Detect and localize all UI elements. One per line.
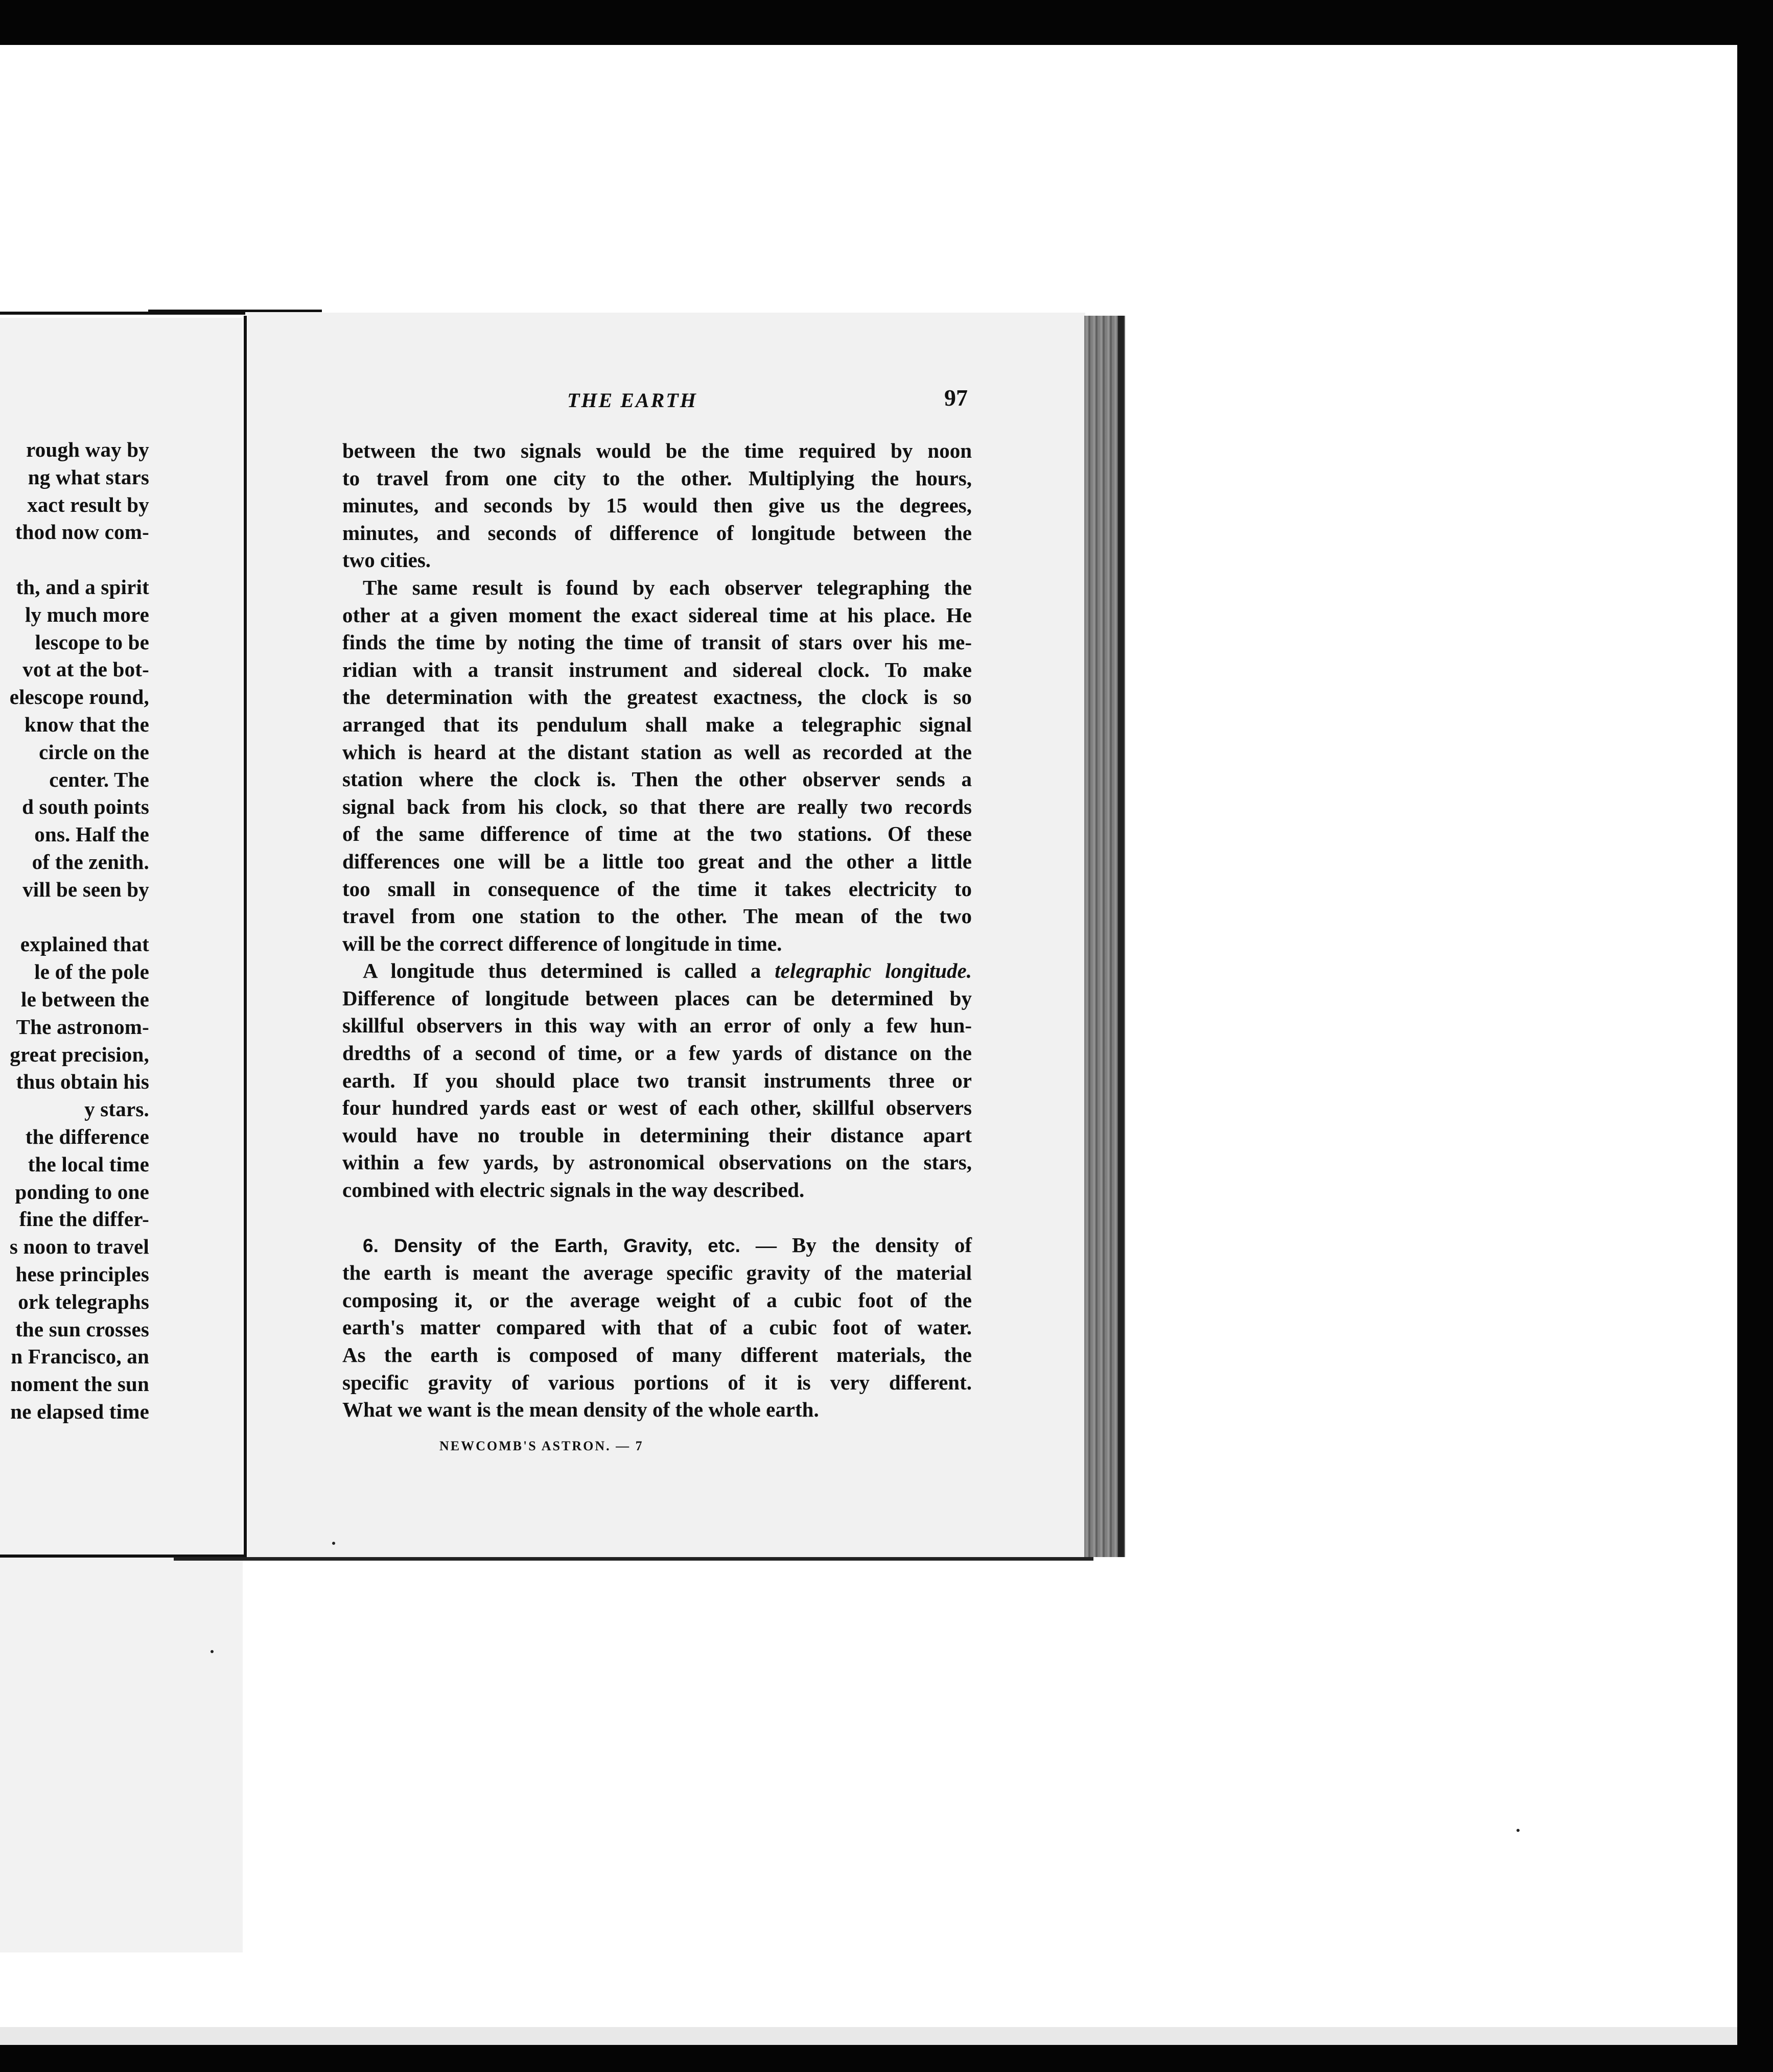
- paragraph-2: [342, 574, 972, 957]
- paragraph-1: [342, 437, 972, 574]
- text-line: the earth is meant the average specific gravity of the material: [342, 1261, 972, 1285]
- section-6: [342, 1232, 972, 1424]
- text-line: of the zenith.: [32, 850, 149, 874]
- text-line: lescope to be: [35, 630, 149, 654]
- scan-top-border: [0, 0, 1773, 45]
- text-line: arranged that its pendulum shall make a telegraphic signal: [342, 712, 972, 736]
- text-line: composing it, or the average weight of a cubic foot of the: [342, 1288, 972, 1312]
- text-line: know that the: [24, 712, 149, 736]
- book-gutter: [244, 316, 247, 1557]
- text-line: within a few yards, by astronomical observations on the stars,: [342, 1150, 972, 1174]
- text-line: th, and a spirit: [16, 575, 149, 599]
- text-line: ridian with a transit instrument and sidereal clock. To make: [342, 657, 972, 681]
- text-line: minutes, and seconds of difference of longitude between the: [342, 521, 972, 545]
- text-line: Difference of longitude between places can be determined by: [342, 986, 972, 1010]
- page-block-shadow: [1118, 316, 1124, 1557]
- text-line: explained that: [20, 932, 149, 956]
- text-line: specific gravity of various portions of it is very different.: [342, 1370, 972, 1394]
- text-line: As the earth is composed of many different materials, the: [342, 1343, 972, 1367]
- text-line: combined with electric signals in the way described.: [342, 1178, 805, 1202]
- text-line: the determination with the greatest exactness, the clock is so: [342, 685, 972, 709]
- signature-mark: NEWCOMB'S ASTRON. — 7: [439, 1439, 644, 1453]
- scan-bottom-border: [0, 2045, 1773, 2072]
- text-line: circle on the: [39, 740, 149, 764]
- left-page: [0, 318, 243, 1952]
- section-heading: 6. Density of the Earth, Gravity, etc.: [363, 1235, 740, 1256]
- text-line: vill be seen by: [22, 877, 149, 901]
- speck: [211, 1650, 214, 1653]
- text-line: ly much more: [25, 602, 149, 626]
- text-line: between the two signals would be the time required by noon: [342, 439, 972, 462]
- text-line: The astronom-: [16, 1015, 149, 1039]
- speck: [332, 1542, 335, 1545]
- book-bottom-edge: [174, 1557, 1093, 1561]
- text-line: the local time: [28, 1152, 149, 1176]
- text-line: earth. If you should place two transit instruments three or: [342, 1068, 972, 1092]
- text-line: earth's matter compared with that of a cubic foot of water.: [342, 1315, 972, 1339]
- text-line: too small in consequence of the time it takes electricity to: [342, 877, 972, 901]
- text-line: the difference: [25, 1124, 149, 1148]
- text-line: of the same difference of time at the two stations. Of these: [342, 822, 972, 846]
- text-line: ork telegraphs: [18, 1289, 149, 1313]
- text-line: [0, 904, 149, 931]
- text-line: le of the pole: [34, 960, 149, 984]
- paragraph-3: [342, 957, 972, 1204]
- text-line: 6. Density of the Earth, Gravity, etc. — By the density of: [363, 1233, 972, 1257]
- text-line: A longitude thus determined is called a telegraphic longitude.: [363, 959, 972, 983]
- text-line: elescope round,: [9, 685, 149, 709]
- text-line: finds the time by noting the time of transit of stars over his me-: [342, 630, 972, 654]
- left-page-text: [0, 436, 149, 1426]
- text-line: minutes, and seconds by 15 would then give us the degrees,: [342, 493, 972, 517]
- text-line: which is heard at the distant station as well as recorded at the: [342, 740, 972, 764]
- text-line: ne elapsed time: [10, 1399, 149, 1423]
- page-number: 97: [944, 385, 968, 411]
- italic-term: telegraphic longitude.: [775, 959, 972, 983]
- text-line: would have no trouble in determining their distance apart: [342, 1123, 972, 1147]
- text-line: differences one will be a little too great and the other a little: [342, 849, 972, 873]
- text-line: vot at the bot-: [22, 657, 149, 681]
- text-line: noment the sun: [10, 1372, 149, 1396]
- text-line: y stars.: [84, 1097, 149, 1121]
- text-line: rough way by: [26, 438, 149, 461]
- text-line: thus obtain his: [16, 1070, 149, 1094]
- text-line: the sun crosses: [15, 1317, 149, 1341]
- text-line: d south points: [22, 795, 149, 819]
- text-line: dredths of a second of time, or a few yards of distance on the: [342, 1041, 972, 1065]
- text-line: center. The: [49, 767, 149, 791]
- scan-right-border: [1737, 0, 1773, 2072]
- scan-bottom-band: [0, 2027, 1737, 2045]
- text-line: two cities.: [342, 548, 431, 572]
- text-line: ponding to one: [15, 1180, 149, 1204]
- text-line: fine the differ-: [19, 1207, 149, 1231]
- text-line: n Francisco, an: [11, 1345, 149, 1369]
- text-line: ons. Half the: [34, 822, 149, 846]
- text-line: hese principles: [15, 1262, 149, 1286]
- text-line: will be the correct difference of longitude in time.: [342, 931, 782, 955]
- text-line: xact result by: [27, 492, 149, 516]
- text-line: thod now com-: [15, 520, 149, 544]
- text-line: What we want is the mean density of the whole earth.: [342, 1398, 819, 1422]
- body-text: [342, 437, 972, 1424]
- text-line: four hundred yards east or west of each other, skillful observers: [342, 1096, 972, 1120]
- text-line: great precision,: [10, 1042, 149, 1066]
- text-line: signal back from his clock, so that there are really two records: [342, 794, 972, 818]
- text-line: other at a given moment the exact sidereal time at his place. He: [342, 603, 972, 627]
- text-line: le between the: [20, 987, 149, 1011]
- speck: [1517, 1829, 1520, 1832]
- running-head: THE EARTH: [567, 389, 697, 412]
- text-line: to travel from one city to the other. Multiplying the hours,: [342, 466, 972, 490]
- text-line: [0, 546, 149, 574]
- text-line: The same result is found by each observer telegraphing the: [363, 575, 972, 599]
- text-line: station where the clock is. Then the other observer sends a: [342, 767, 972, 791]
- text-line: travel from one station to the other. The mean of the two: [342, 904, 972, 928]
- text-line: ng what stars: [28, 465, 149, 489]
- left-page-top-edge-step: [148, 310, 322, 312]
- text-line: skillful observers in this way with an error of only a few hun-: [342, 1014, 972, 1038]
- text-line: s noon to travel: [9, 1235, 149, 1259]
